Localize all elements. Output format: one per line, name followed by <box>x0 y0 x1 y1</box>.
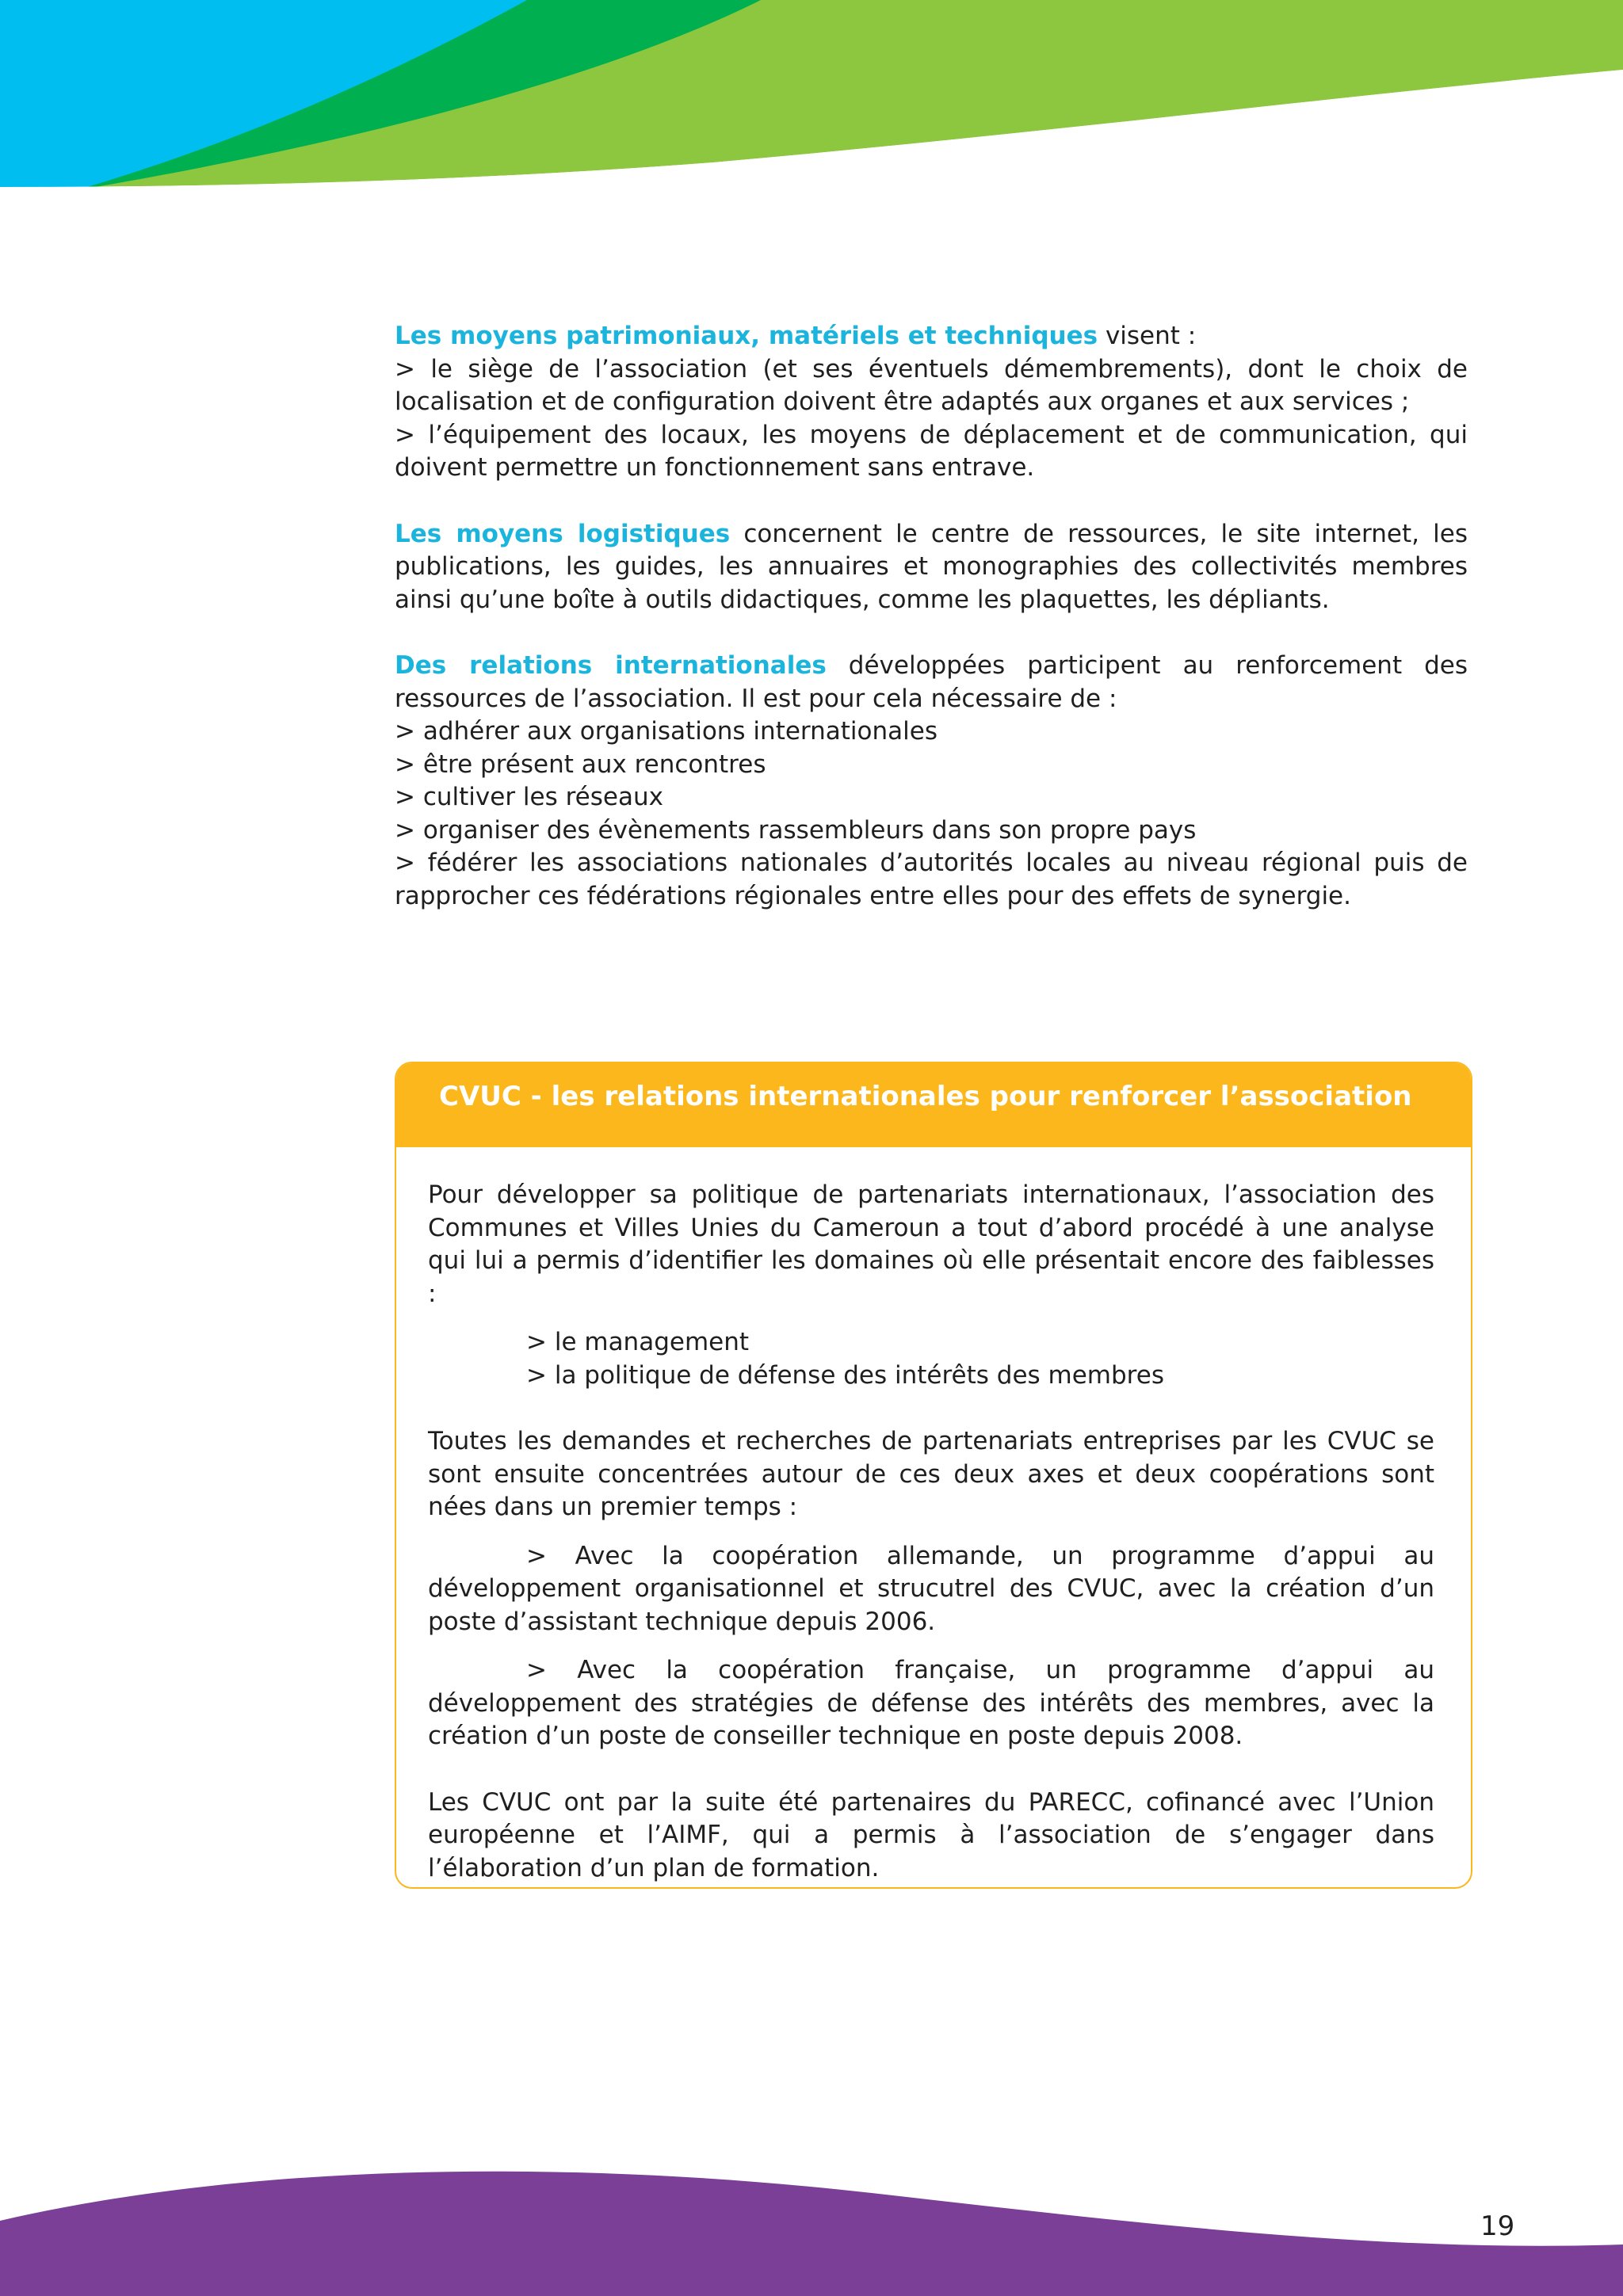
main-text <box>395 320 1468 946</box>
box-weakness-list <box>428 1326 1434 1392</box>
section-patrimonial-heading: Les moyens patrimoniaux, matériels et techniques <box>395 322 1098 350</box>
header-wave-banner <box>0 0 1623 190</box>
section-logistique <box>395 518 1468 617</box>
box-coop-france: > Avec la coopération française, un programme d’appui au développement des stratégies de défense des intérêts des membres, avec la création d’un poste de conseiller technique en poste depuis 2008. <box>428 1656 1434 1750</box>
cvuc-info-box <box>395 1062 1472 1889</box>
box-paragraph-3: Les CVUC ont par la suite été partenaires du PARECC, cofinancé avec l’Union européenne et l’AIMF, qui a permis à l’association de s’engager dans l’élaboration d’un plan de formation. <box>428 1787 1434 1882</box>
list-item: > adhérer aux organisations internationales <box>395 717 938 746</box>
box-title: CVUC - les relations internationales pour renforcer l’association <box>396 1063 1471 1147</box>
section-patrimonial <box>395 320 1468 485</box>
list-item: > la politique de défense des intérêts des membres <box>526 1360 1164 1390</box>
list-item: > le management <box>526 1328 750 1356</box>
wave-purple <box>0 2172 1623 2296</box>
section-relations-heading: Des relations internationales <box>395 651 827 680</box>
section-logistique-text: concernent le centre de ressources, le site internet, les publications, les guides, les annuaires et monographies des collectivités membres ainsi qu’une boîte à outils didactiques, comme les plaquettes, les dépliants. <box>395 519 1468 614</box>
section-relations-lead: développées participent au renforcement des ressources de l’association. Il est pour cela nécessaire de : <box>395 651 1468 713</box>
section-relations <box>395 650 1468 913</box>
section-patrimonial-lead: visent : <box>1098 322 1197 350</box>
list-item: > être présent aux rencontres <box>395 749 766 779</box>
list-item: > le siège de l’association (et ses éventuels démembrements), dont le choix de localisation et de configuration doivent être adaptés aux organes et aux services ; <box>395 354 1468 416</box>
footer-wave-band <box>0 2157 1623 2296</box>
list-item: > fédérer les associations nationales d’autorités locales au niveau régional puis de rapprocher ces fédérations régionales entre elles pour des effets de synergie. <box>395 849 1468 910</box>
box-body <box>396 1147 1471 1885</box>
list-item: > organiser des évènements rassembleurs dans son propre pays <box>395 815 1197 845</box>
list-item: > l’équipement des locaux, les moyens de déplacement et de communication, qui doivent permettre un fonctionnement sans entrave. <box>395 420 1468 482</box>
box-intro: Pour développer sa politique de partenariats internationaux, l’association des Communes et Villes Unies du Cameroun a tout d’abord procédé à une analyse qui lui a permis d’identifier les domaines où elle présentait encore des faiblesses : <box>428 1180 1434 1308</box>
list-item: > cultiver les réseaux <box>395 783 663 811</box>
section-logistique-heading: Les moyens logistiques <box>395 519 731 548</box>
box-coop-germany: > Avec la coopération allemande, un programme d’appui au développement organisationnel et strucutrel des CVUC, avec la création d’un poste d’assistant technique depuis 2006. <box>428 1541 1434 1636</box>
box-paragraph-2: Toutes les demandes et recherches de partenariats entreprises par les CVUC se sont ensuite concentrées autour de ces deux axes et deux coopérations sont nées dans un premier temps : <box>428 1427 1434 1521</box>
page-number: 19 <box>1480 2210 1515 2242</box>
